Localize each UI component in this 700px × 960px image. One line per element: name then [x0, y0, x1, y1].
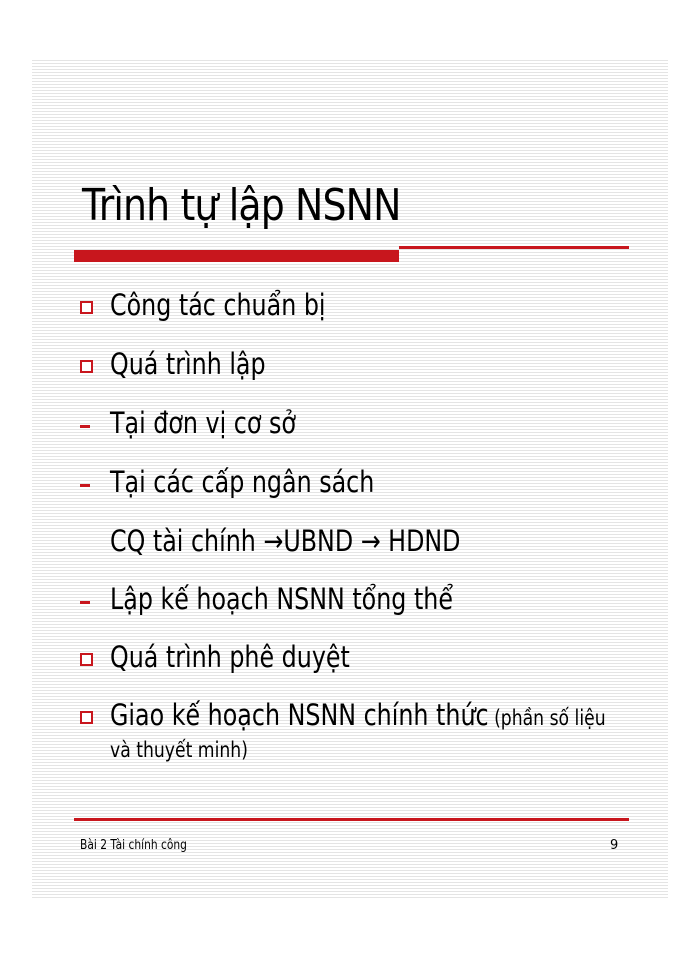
page-number: 9 [610, 838, 619, 853]
list-item-continuation: và thuyết minh) [110, 738, 248, 762]
square-bullet-icon [80, 360, 93, 373]
title-rule-thin [399, 246, 629, 249]
title-rule-thick [74, 250, 399, 262]
square-bullet-icon [80, 301, 93, 314]
dash-bullet-icon [80, 425, 90, 428]
dash-bullet-icon [80, 484, 90, 487]
list-item-text: Tại đơn vị cơ sở [110, 406, 296, 440]
list-item-text [110, 698, 606, 732]
dash-bullet-icon [80, 601, 90, 604]
list-item-text: Quá trình lập [110, 347, 266, 381]
footer-course-title: Bài 2 Tài chính công [80, 838, 187, 853]
list-item-text: Tại các cấp ngân sách [110, 465, 375, 499]
list-item-text: Lập kế hoạch NSNN tổng thể [110, 582, 453, 616]
list-item-text-small: (phần số liệu [488, 706, 606, 730]
list-item-text: Quá trình phê duyệt [110, 640, 350, 674]
list-item-text: CQ tài chính →UBND → HDND [110, 524, 461, 558]
square-bullet-icon [80, 653, 93, 666]
slide-title: Trình tự lập NSNN [82, 180, 401, 231]
square-bullet-icon [80, 711, 93, 724]
list-item-text-main: Giao kế hoạch NSNN chính thức [110, 698, 489, 732]
list-item-text: Công tác chuẩn bị [110, 288, 326, 322]
footer-rule [74, 818, 629, 821]
slide [32, 60, 668, 900]
